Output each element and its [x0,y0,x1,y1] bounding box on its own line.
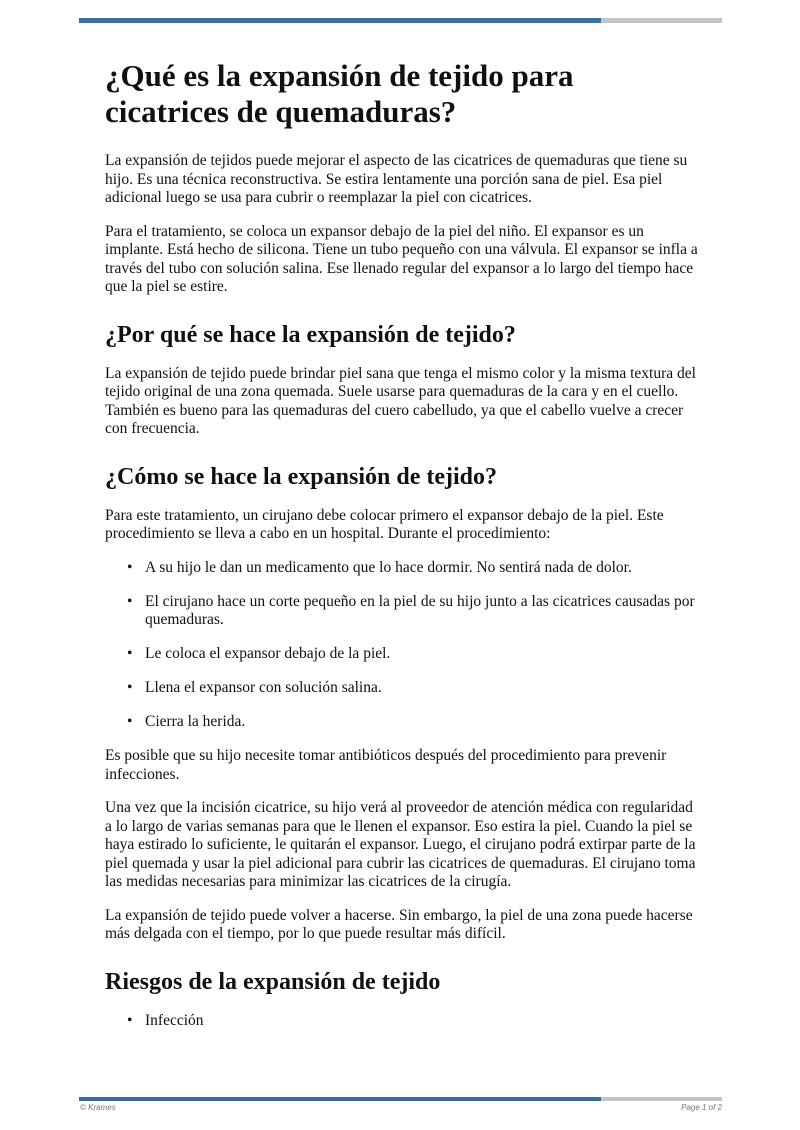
section-how-after-3: La expansión de tejido puede volver a hacerse. Sin embargo, la piel de una zona puede hacerse más delgada con el tiempo, por lo que puede resultar más difícil. [105,906,693,942]
list-item [105,1012,700,1031]
intro-paragraph-1: La expansión de tejidos puede mejorar el aspecto de las cicatrices de quemaduras que tiene su hijo. Es una técnica reconstructiva. Se estira lentamente una porción sana de piel. Esa piel adicional luego se usa para cubrir o reemplazar la piel con cicatrices. [105,152,688,206]
bottom-divider-rest [601,1097,722,1101]
document-body [105,58,700,1046]
top-divider-bar [79,18,722,23]
bullet: • [127,645,133,662]
page-title: ¿Qué es la expansión de tejido para cicatrices de quemaduras? [105,58,574,129]
list-item-text: El cirujano hace un corte pequeño en la piel de su hijo junto a las cicatrices causadas por quemaduras. [145,592,695,628]
risks-list [105,1012,700,1031]
list-item-text: Infección [145,1011,204,1029]
procedure-steps-list [105,559,700,732]
list-item-text: Le coloca el expansor debajo de la piel. [145,645,391,662]
top-divider-rest [601,18,722,23]
top-divider-accent [79,18,601,23]
bullet: • [127,713,133,730]
bottom-divider-accent [79,1097,601,1101]
section-how-after-1: Es posible que su hijo necesite tomar antibióticos después del procedimiento para prevenir infecciones. [105,747,667,783]
footer-copyright: © Krames [80,1103,116,1112]
list-item [105,559,700,578]
intro-paragraph-2: Para el tratamiento, se coloca un expansor debajo de la piel del niño. El expansor es un implante. Está hecho de silicona. Tiene un tubo pequeño con una válvula. El expansor se infla a través del tubo con solución salina. Ese llenado regular del expansor a lo largo del tiempo hace que la piel se estire. [105,222,698,295]
list-item [105,713,700,732]
list-item-text: A su hijo le dan un medicamento que lo hace dormir. No sentirá nada de dolor. [145,558,632,576]
list-item-text: Llena el expansor con solución salina. [145,679,382,696]
section-risks-heading: Riesgos de la expansión de tejido [105,968,441,995]
list-item [105,593,700,630]
bullet: • [127,592,133,610]
list-item [105,645,700,664]
section-how-heading: ¿Cómo se hace la expansión de tejido? [105,463,497,490]
bottom-divider-bar [79,1097,722,1101]
bullet: • [127,1011,133,1029]
footer-page-number: Page 1 of 2 [681,1103,722,1112]
section-how-after-2: Una vez que la incisión cicatrice, su hijo verá al proveedor de atención médica con regularidad a lo largo de varias semanas para que le llenen el expansor. Eso estira la piel. Cuando la piel se haya estirado lo suficiente, le quitarán el expansor. Luego, el cirujano podrá extirpar parte de la piel quemada y usar la piel adicional para cubrir las cicatrices de quemaduras. El cirujano toma las medidas necesarias para minimizar las cicatrices de la cirugía. [105,799,696,890]
list-item-text: Cierra la herida. [145,713,246,730]
list-item [105,679,700,698]
section-why-paragraph: La expansión de tejido puede brindar piel sana que tenga el mismo color y la misma textura del tejido original de una zona quemada. Suele usarse para quemaduras de la cara y en el cuello. También es bueno para las quemaduras del cuero cabelludo, ya que el cabello vuelve a crecer con frecuencia. [105,364,696,437]
section-how-lead: Para este tratamiento, un cirujano debe colocar primero el expansor debajo de la piel. Este procedimiento se lleva a cabo en un hospital. Durante el procedimiento: [105,506,664,542]
bullet: • [127,679,133,696]
bullet: • [127,558,133,576]
section-why-heading: ¿Por qué se hace la expansión de tejido? [105,321,516,348]
